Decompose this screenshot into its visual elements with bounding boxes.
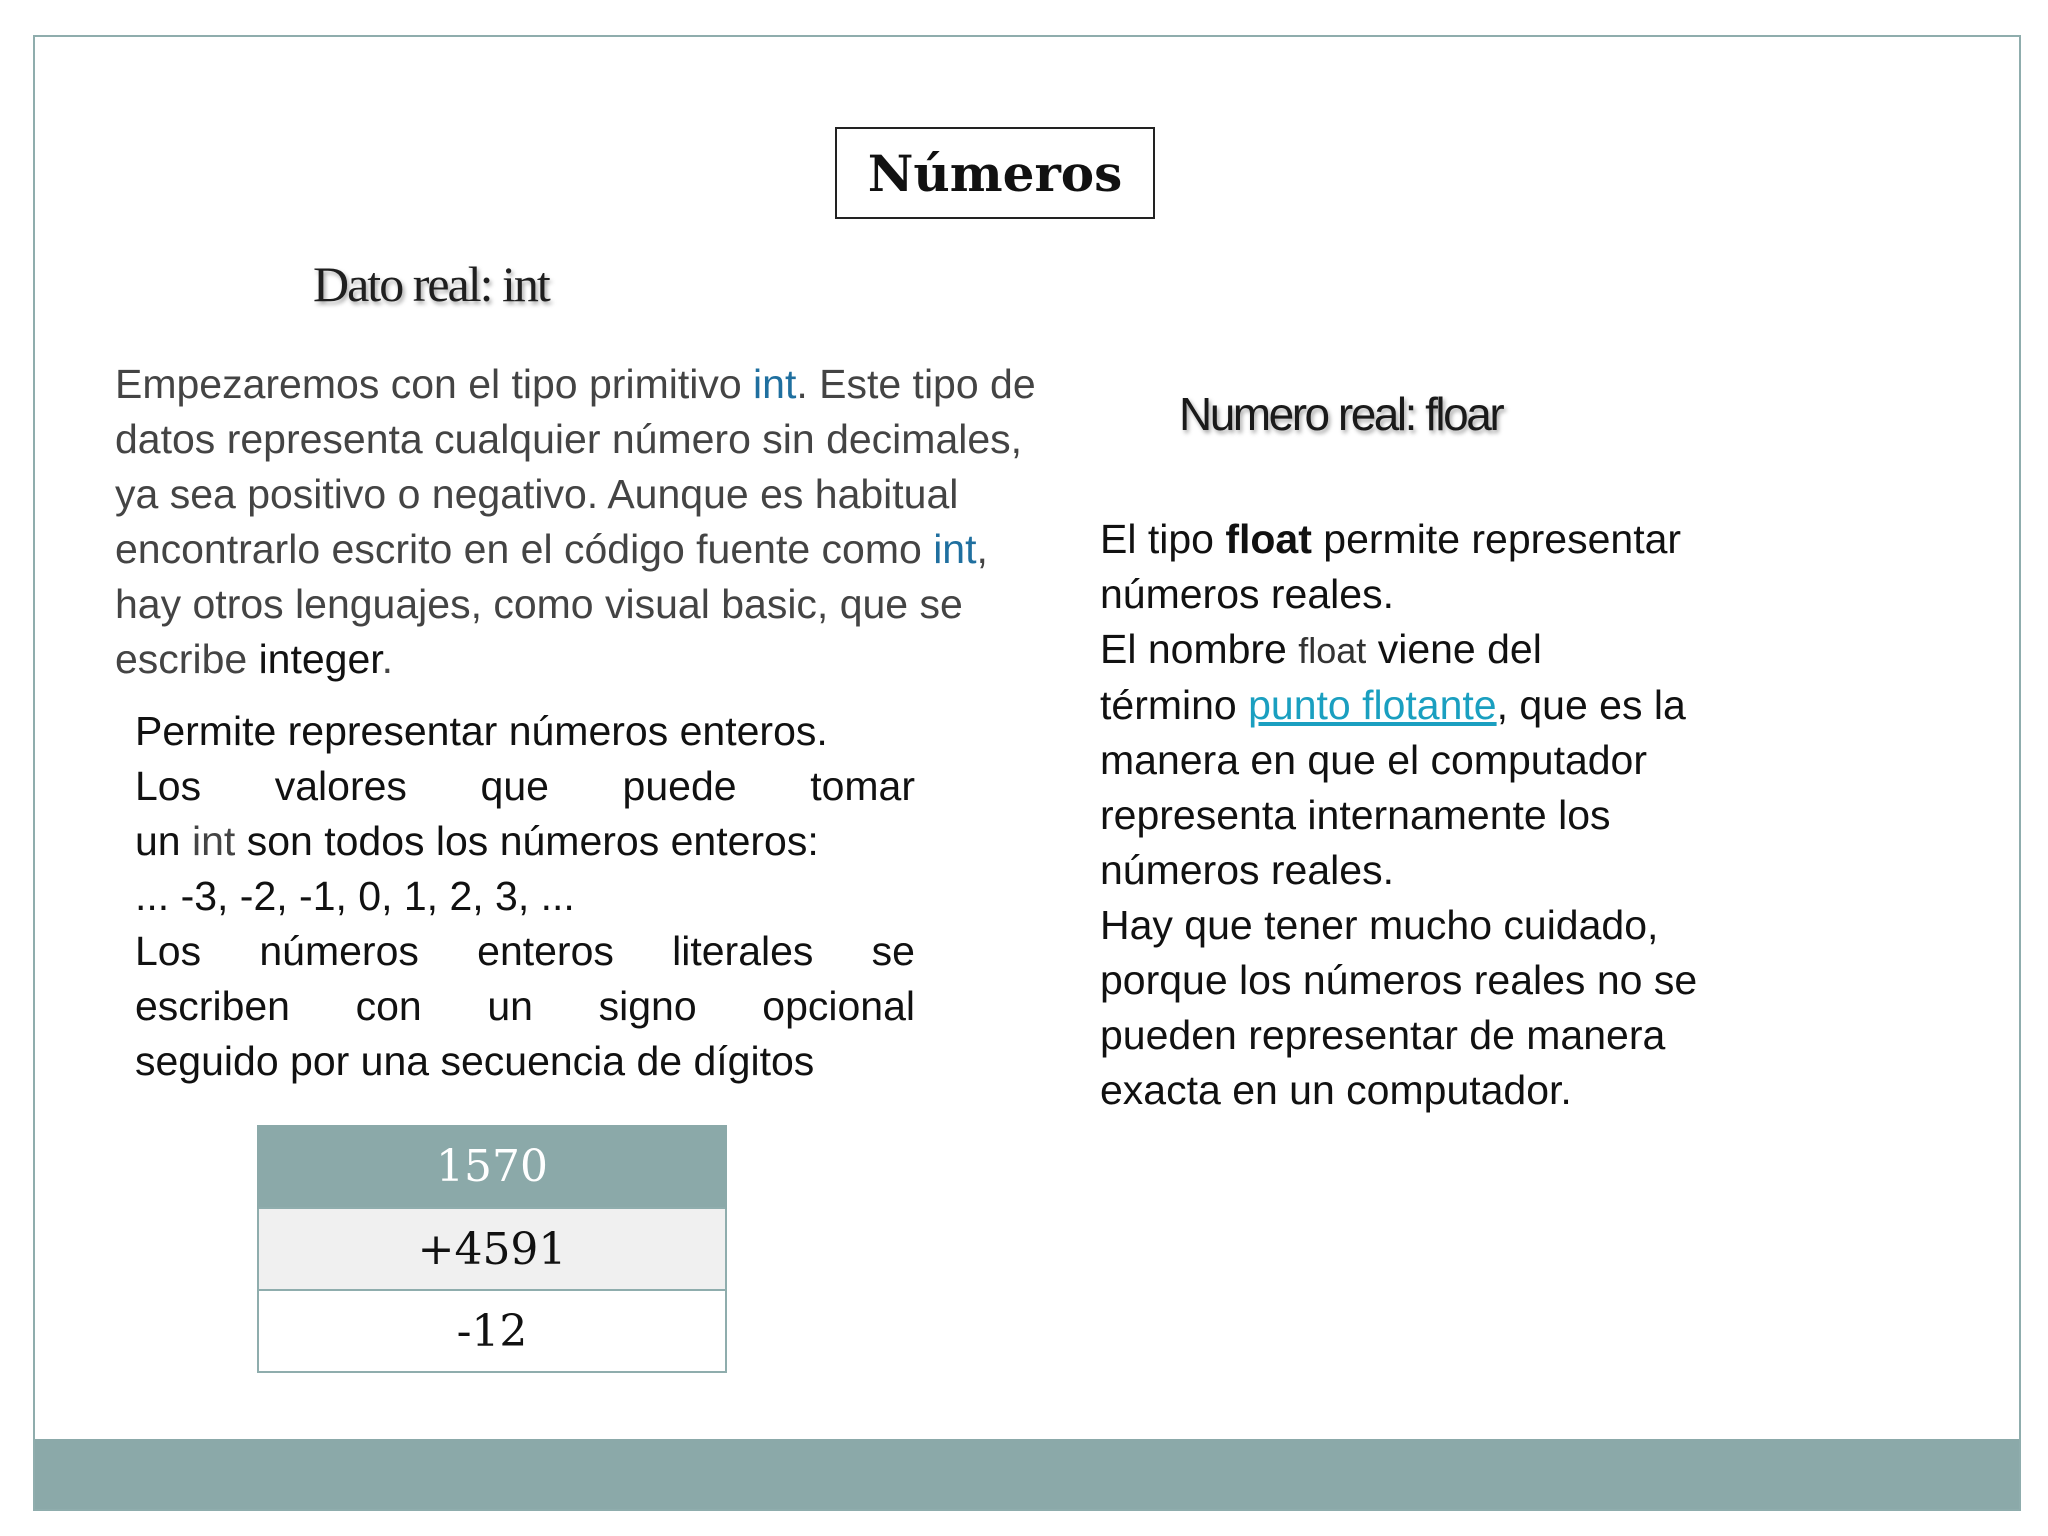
float-desc-line — [1100, 622, 1980, 678]
table-header-row — [258, 1125, 726, 1208]
int-description — [135, 704, 915, 1089]
float-desc-line: números reales. — [1100, 847, 1394, 893]
int-desc-text: un — [135, 818, 192, 864]
float-desc-line: exacta en un computador. — [1100, 1067, 1572, 1113]
float-desc-line: porque los números reales no se — [1100, 957, 1698, 1003]
int-keyword: int — [753, 361, 797, 407]
float-desc-line: manera en que el computador — [1100, 737, 1648, 783]
integer-keyword: integer — [258, 636, 382, 682]
float-desc-text: permite representar — [1311, 516, 1682, 562]
int-desc-line: ... -3, -2, -1, 0, 1, 2, 3, ... — [135, 873, 575, 919]
float-desc-line: representa internamente los — [1100, 792, 1611, 838]
int-keyword: int — [933, 526, 977, 572]
int-desc-line: Permite representar números enteros. — [135, 708, 828, 754]
table-cell: -12 — [258, 1290, 726, 1372]
int-desc-line: Los valores que puede tomar — [135, 763, 915, 809]
table-cell: +4591 — [258, 1208, 726, 1290]
float-desc-text: , que es la — [1496, 682, 1686, 728]
float-desc-text: viene del — [1366, 626, 1542, 672]
table-header-cell: 1570 — [258, 1125, 726, 1208]
float-keyword: float — [1225, 516, 1312, 562]
int-desc-line: Los números enteros literales se — [135, 928, 915, 974]
int-intro-text-1: Empezaremos con el tipo primitivo — [115, 361, 754, 407]
table-row — [258, 1290, 726, 1372]
slide-title — [835, 127, 1155, 219]
float-desc-line — [1100, 512, 1980, 567]
int-intro-text-4: . — [381, 636, 394, 682]
float-desc-line: pueden representar de manera — [1100, 1012, 1666, 1058]
float-desc-line: números reales. — [1100, 571, 1394, 617]
int-section-heading: Dato real: int — [313, 256, 549, 312]
float-desc-line: Hay que tener mucho cuidado, — [1100, 902, 1659, 948]
table-row — [258, 1208, 726, 1290]
int-keyword: int — [192, 818, 236, 864]
float-desc-text: El nombre — [1100, 626, 1299, 672]
float-section-heading: Numero real: floar — [1179, 388, 1503, 440]
int-intro-paragraph — [115, 357, 1055, 687]
int-intro-text-3: , hay otros lenguajes, como visual basic, que se escribe — [115, 526, 988, 682]
int-desc-line — [135, 814, 915, 869]
float-keyword: float — [1298, 630, 1367, 671]
float-desc-line — [1100, 678, 1980, 733]
float-desc-text: término — [1100, 682, 1249, 728]
float-desc-text: El tipo — [1100, 516, 1226, 562]
float-description — [1100, 512, 1980, 1118]
int-desc-text: son todos los números enteros: — [235, 818, 819, 864]
slide-title-text: Números — [867, 143, 1123, 203]
int-desc-line: seguido por una secuencia de dígitos — [135, 1038, 815, 1084]
int-examples-table — [257, 1125, 727, 1373]
int-desc-line: escriben con un signo opcional — [135, 983, 915, 1029]
punto-flotante-link[interactable]: punto flotante — [1248, 682, 1497, 728]
slide — [33, 35, 2021, 1511]
footer-bar — [35, 1439, 2019, 1509]
int-intro-text-2: . Este tipo de datos representa cualquier número sin decimales, ya sea positivo o negativo. Aunque es habitual encontrarlo escrito en el código fuente como — [115, 361, 1036, 572]
